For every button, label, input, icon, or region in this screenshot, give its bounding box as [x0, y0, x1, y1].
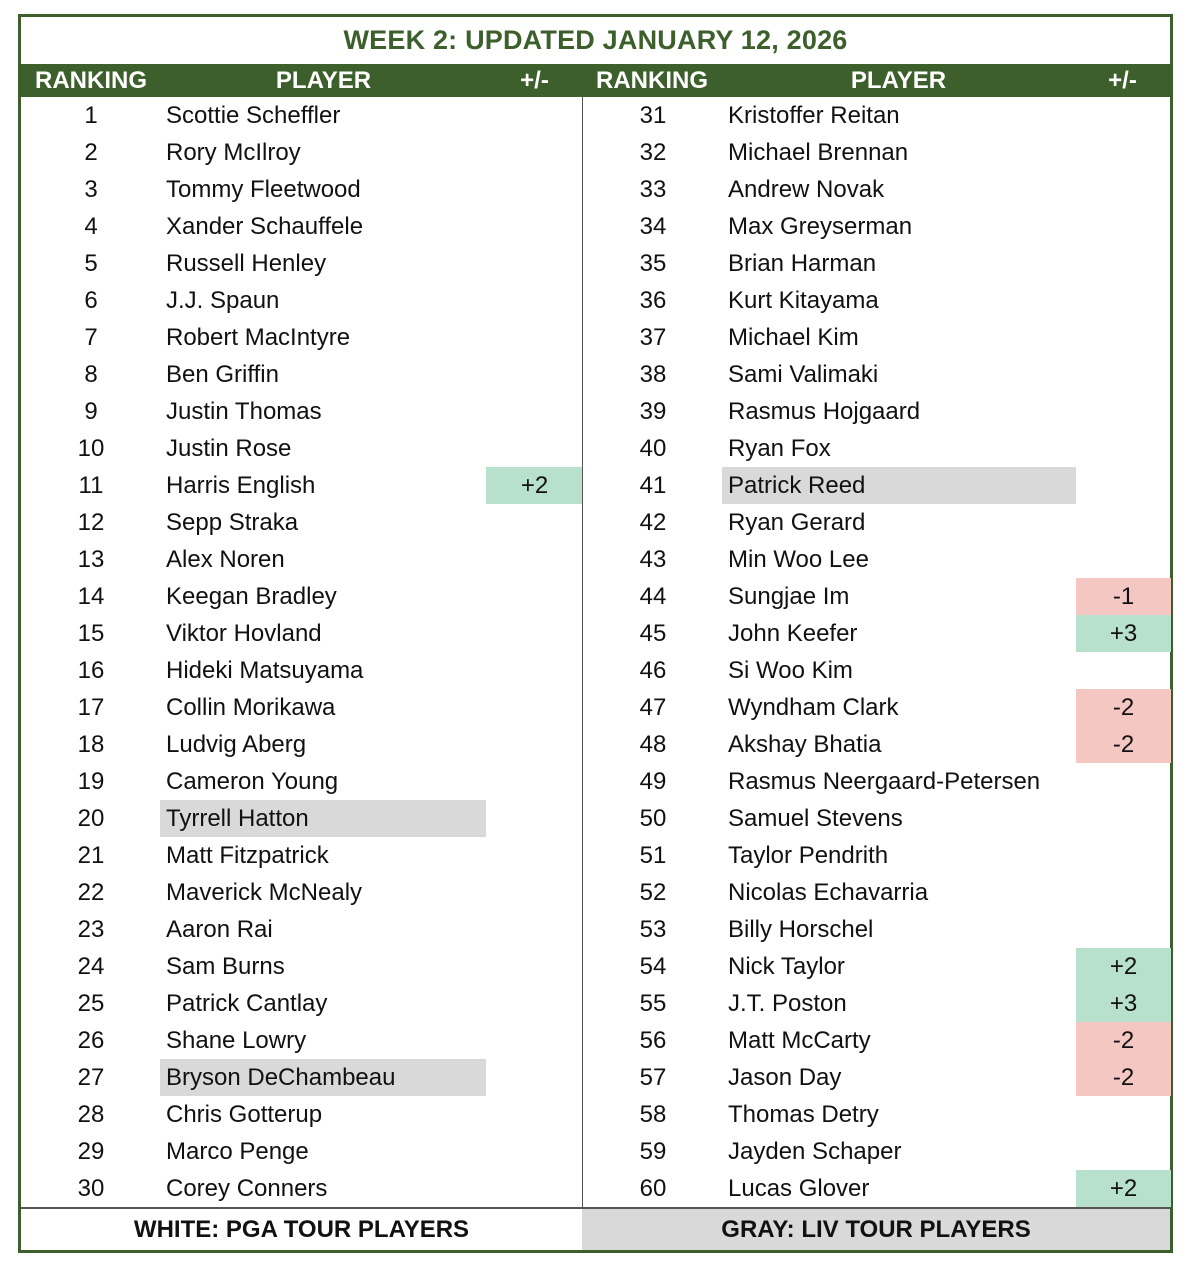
right-player-header: PLAYER	[850, 66, 947, 94]
table-row	[21, 245, 595, 282]
rank-cell: 9	[84, 397, 98, 425]
change-cell	[1076, 504, 1171, 541]
player-name-cell: John Keefer	[728, 619, 858, 647]
player-name-cell: Sepp Straka	[166, 508, 299, 536]
change-cell	[486, 726, 583, 763]
table-row	[583, 208, 1157, 245]
rank-cell: 59	[639, 1137, 667, 1165]
rank-cell: 58	[639, 1100, 667, 1128]
player-name-cell: Russell Henley	[166, 249, 327, 277]
change-cell	[486, 1133, 583, 1170]
change-cell	[1076, 652, 1171, 689]
table-row	[21, 393, 595, 430]
change-cell	[486, 504, 583, 541]
rank-cell: 41	[639, 471, 667, 499]
table-row	[583, 541, 1157, 578]
rank-cell: 48	[639, 730, 667, 758]
rank-cell: 20	[77, 804, 105, 832]
table-row	[21, 97, 595, 134]
table-row	[583, 97, 1157, 134]
change-cell	[486, 208, 583, 245]
player-name-cell: Justin Thomas	[166, 397, 322, 425]
change-cell	[1076, 393, 1171, 430]
rank-cell: 1	[84, 101, 98, 129]
change-cell	[1076, 800, 1171, 837]
change-cell	[1076, 134, 1171, 171]
player-name-cell: Jason Day	[728, 1063, 842, 1091]
change-cell: -2	[1076, 1022, 1171, 1059]
rank-cell: 51	[639, 841, 667, 869]
rank-cell: 16	[77, 656, 105, 684]
table-row	[583, 319, 1157, 356]
rank-cell: 26	[77, 1026, 105, 1054]
change-cell	[1076, 467, 1171, 504]
change-cell	[486, 911, 583, 948]
rank-cell: 33	[639, 175, 667, 203]
player-name-cell: Michael Brennan	[728, 138, 909, 166]
table-row	[21, 615, 595, 652]
change-cell	[486, 578, 583, 615]
change-cell	[486, 134, 583, 171]
table-row	[583, 467, 1157, 504]
player-name-cell: Ryan Fox	[728, 434, 831, 462]
table-row	[21, 171, 595, 208]
rank-cell: 12	[77, 508, 105, 536]
rank-cell: 36	[639, 286, 667, 314]
player-name-cell: Viktor Hovland	[166, 619, 322, 647]
player-name-cell: Ben Griffin	[166, 360, 279, 388]
table-row	[21, 134, 595, 171]
player-name-cell: Bryson DeChambeau	[160, 1059, 486, 1096]
player-name-cell: Cameron Young	[166, 767, 339, 795]
table-row	[21, 1059, 595, 1096]
rank-cell: 18	[77, 730, 105, 758]
table-row	[583, 356, 1157, 393]
change-cell	[486, 541, 583, 578]
change-cell	[1076, 1133, 1171, 1170]
rank-cell: 29	[77, 1137, 105, 1165]
rank-cell: 24	[77, 952, 105, 980]
change-cell	[486, 1022, 583, 1059]
change-cell	[1076, 356, 1171, 393]
change-cell	[486, 171, 583, 208]
player-name-cell: Shane Lowry	[166, 1026, 307, 1054]
rank-cell: 10	[77, 434, 105, 462]
player-name-cell: Corey Conners	[166, 1174, 328, 1202]
legend-liv-gray: GRAY: LIV TOUR PLAYERS	[582, 1209, 1170, 1250]
table-row	[583, 578, 1157, 615]
change-cell: +3	[1076, 615, 1171, 652]
player-name-cell: Maverick McNealy	[166, 878, 363, 906]
player-name-cell: J.T. Poston	[728, 989, 847, 1017]
rank-cell: 17	[77, 693, 105, 721]
table-row	[21, 1170, 595, 1207]
rank-cell: 11	[78, 471, 104, 499]
table-row	[583, 911, 1157, 948]
rank-cell: 45	[639, 619, 667, 647]
table-row	[583, 134, 1157, 171]
rank-cell: 3	[84, 175, 98, 203]
player-name-cell: Matt McCarty	[728, 1026, 871, 1054]
player-name-cell: Justin Rose	[166, 434, 292, 462]
rank-cell: 6	[84, 286, 98, 314]
player-name-cell: Ryan Gerard	[728, 508, 866, 536]
player-name-cell: Taylor Pendrith	[728, 841, 889, 869]
table-row	[21, 837, 595, 874]
rank-cell: 2	[84, 138, 98, 166]
rankings-column-1-30	[21, 97, 595, 1207]
player-name-cell: Lucas Glover	[728, 1174, 870, 1202]
change-cell	[1076, 541, 1171, 578]
change-cell	[1076, 763, 1171, 800]
player-name-cell: Min Woo Lee	[728, 545, 869, 573]
table-row	[583, 1096, 1157, 1133]
player-name-cell: Nick Taylor	[728, 952, 845, 980]
table-row	[583, 763, 1157, 800]
player-name-cell: Robert MacIntyre	[166, 323, 351, 351]
table-row	[21, 541, 595, 578]
rank-cell: 40	[639, 434, 667, 462]
rank-cell: 13	[77, 545, 105, 573]
player-name-cell: Si Woo Kim	[728, 656, 853, 684]
change-cell	[1076, 319, 1171, 356]
rank-cell: 52	[639, 878, 667, 906]
page-title: WEEK 2: UPDATED JANUARY 12, 2026	[343, 25, 848, 55]
change-cell	[486, 837, 583, 874]
rank-cell: 38	[639, 360, 667, 388]
change-cell	[486, 689, 583, 726]
table-row	[583, 430, 1157, 467]
player-name-cell: Rasmus Neergaard-Petersen	[728, 767, 1041, 795]
player-name-cell: Sungjae Im	[728, 582, 850, 610]
rank-cell: 56	[639, 1026, 667, 1054]
table-row	[583, 1170, 1157, 1207]
rank-cell: 50	[639, 804, 667, 832]
player-name-cell: Scottie Scheffler	[166, 101, 341, 129]
player-name-cell: Akshay Bhatia	[728, 730, 882, 758]
player-name-cell: Aaron Rai	[166, 915, 273, 943]
rank-cell: 7	[84, 323, 98, 351]
left-ranking-header: RANKING	[35, 66, 147, 94]
change-cell	[486, 1059, 583, 1096]
rank-cell: 32	[639, 138, 667, 166]
change-cell	[486, 800, 583, 837]
player-name-cell: Brian Harman	[728, 249, 877, 277]
change-cell	[1076, 874, 1171, 911]
player-name-cell: Rasmus Hojgaard	[728, 397, 921, 425]
table-row	[21, 208, 595, 245]
table-row	[21, 726, 595, 763]
change-cell	[1076, 430, 1171, 467]
change-cell	[1076, 911, 1171, 948]
change-cell: +3	[1076, 985, 1171, 1022]
table-row	[583, 985, 1157, 1022]
table-row	[21, 430, 595, 467]
rank-cell: 4	[84, 212, 98, 240]
table-row	[583, 282, 1157, 319]
rank-cell: 19	[77, 767, 105, 795]
player-name-cell: Collin Morikawa	[166, 693, 336, 721]
player-name-cell: Patrick Cantlay	[166, 989, 328, 1017]
rank-cell: 43	[639, 545, 667, 573]
table-row	[583, 800, 1157, 837]
change-cell	[486, 356, 583, 393]
change-cell: -1	[1076, 578, 1171, 615]
header-row	[21, 64, 1170, 97]
rankings-column-31-60	[582, 97, 1171, 1207]
right-ranking-header: RANKING	[596, 66, 708, 94]
table-row	[21, 763, 595, 800]
player-name-cell: Alex Noren	[166, 545, 285, 573]
rank-cell: 22	[77, 878, 105, 906]
rank-cell: 55	[639, 989, 667, 1017]
rank-cell: 54	[639, 952, 667, 980]
change-cell	[486, 874, 583, 911]
change-cell	[486, 763, 583, 800]
rank-cell: 15	[77, 619, 105, 647]
rank-cell: 42	[639, 508, 667, 536]
change-cell: -2	[1076, 1059, 1171, 1096]
table-row	[583, 1133, 1157, 1170]
change-cell	[486, 615, 583, 652]
legend-pga-white: WHITE: PGA TOUR PLAYERS	[21, 1209, 582, 1250]
player-name-cell: Kurt Kitayama	[728, 286, 879, 314]
player-name-cell: Samuel Stevens	[728, 804, 903, 832]
player-name-cell: Rory McIlroy	[166, 138, 301, 166]
rank-cell: 5	[84, 249, 98, 277]
player-name-cell: Matt Fitzpatrick	[166, 841, 329, 869]
change-cell	[486, 1096, 583, 1133]
rank-cell: 47	[639, 693, 667, 721]
player-name-cell: Wyndham Clark	[728, 693, 899, 721]
table-row	[21, 578, 595, 615]
rank-cell: 46	[639, 656, 667, 684]
player-name-cell: Hideki Matsuyama	[166, 656, 364, 684]
table-row	[21, 911, 595, 948]
change-cell	[1076, 171, 1171, 208]
player-name-cell: Keegan Bradley	[166, 582, 337, 610]
table-row	[583, 652, 1157, 689]
rank-cell: 34	[639, 212, 667, 240]
rank-cell: 25	[77, 989, 105, 1017]
change-cell	[486, 430, 583, 467]
rank-cell: 53	[639, 915, 667, 943]
table-row	[583, 393, 1157, 430]
change-cell	[1076, 245, 1171, 282]
table-row	[583, 245, 1157, 282]
table-row	[21, 504, 595, 541]
table-row	[21, 1133, 595, 1170]
table-row	[21, 800, 595, 837]
table-row	[583, 874, 1157, 911]
table-row	[21, 948, 595, 985]
table-row	[583, 837, 1157, 874]
change-cell: +2	[1076, 948, 1171, 985]
rank-cell: 23	[77, 915, 105, 943]
table-row	[21, 319, 595, 356]
rank-cell: 39	[639, 397, 667, 425]
table-row	[21, 652, 595, 689]
change-cell	[1076, 1096, 1171, 1133]
player-name-cell: Sami Valimaki	[728, 360, 879, 388]
change-cell	[1076, 97, 1171, 134]
change-cell	[486, 393, 583, 430]
table-row	[583, 504, 1157, 541]
player-name-cell: Ludvig Aberg	[166, 730, 307, 758]
change-cell	[486, 948, 583, 985]
left-change-header: +/-	[520, 66, 549, 94]
player-name-cell: Jayden Schaper	[728, 1137, 902, 1165]
table-row	[583, 1059, 1157, 1096]
table-row	[21, 282, 595, 319]
player-name-cell: J.J. Spaun	[166, 286, 280, 314]
table-row	[21, 356, 595, 393]
rank-cell: 28	[77, 1100, 105, 1128]
change-cell	[486, 97, 583, 134]
player-name-cell: Xander Schauffele	[166, 212, 364, 240]
change-cell: +2	[486, 467, 583, 504]
rankings-sheet	[18, 14, 1173, 1253]
rank-cell: 27	[77, 1063, 105, 1091]
change-cell	[486, 282, 583, 319]
table-row	[583, 689, 1157, 726]
legend-footer	[21, 1207, 1170, 1250]
change-cell	[1076, 282, 1171, 319]
change-cell	[1076, 837, 1171, 874]
change-cell	[486, 985, 583, 1022]
right-change-header: +/-	[1108, 66, 1137, 94]
table-row	[21, 874, 595, 911]
player-name-cell: Tommy Fleetwood	[166, 175, 361, 203]
table-row	[583, 948, 1157, 985]
player-name-cell: Tyrrell Hatton	[160, 800, 486, 837]
player-name-cell: Harris English	[166, 471, 316, 499]
player-name-cell: Patrick Reed	[722, 467, 1076, 504]
change-cell	[486, 1170, 583, 1207]
player-name-cell: Michael Kim	[728, 323, 859, 351]
change-cell	[1076, 208, 1171, 245]
table-row	[583, 171, 1157, 208]
rank-cell: 30	[77, 1174, 105, 1202]
player-name-cell: Chris Gotterup	[166, 1100, 323, 1128]
rank-cell: 31	[639, 101, 667, 129]
player-name-cell: Max Greyserman	[728, 212, 913, 240]
table-row	[583, 726, 1157, 763]
change-cell: -2	[1076, 726, 1171, 763]
rank-cell: 44	[639, 582, 667, 610]
player-name-cell: Thomas Detry	[728, 1100, 879, 1128]
rank-cell: 49	[639, 767, 667, 795]
rank-cell: 8	[84, 360, 98, 388]
rank-cell: 21	[77, 841, 105, 869]
change-cell: +2	[1076, 1170, 1171, 1207]
player-name-cell: Nicolas Echavarria	[728, 878, 929, 906]
rank-cell: 14	[77, 582, 105, 610]
rank-cell: 37	[639, 323, 667, 351]
player-name-cell: Billy Horschel	[728, 915, 874, 943]
player-name-cell: Andrew Novak	[728, 175, 885, 203]
player-name-cell: Sam Burns	[166, 952, 285, 980]
table-row	[21, 985, 595, 1022]
player-name-cell: Marco Penge	[166, 1137, 309, 1165]
change-cell	[486, 245, 583, 282]
table-row	[21, 1022, 595, 1059]
rank-cell: 35	[639, 249, 667, 277]
change-cell	[486, 319, 583, 356]
table-row	[583, 1022, 1157, 1059]
rank-cell: 60	[639, 1174, 667, 1202]
table-row	[21, 467, 595, 504]
left-player-header: PLAYER	[275, 66, 372, 94]
rank-cell: 57	[639, 1063, 667, 1091]
table-row	[21, 689, 595, 726]
change-cell: -2	[1076, 689, 1171, 726]
table-row	[21, 1096, 595, 1133]
table-row	[583, 615, 1157, 652]
change-cell	[486, 652, 583, 689]
player-name-cell: Kristoffer Reitan	[728, 101, 900, 129]
